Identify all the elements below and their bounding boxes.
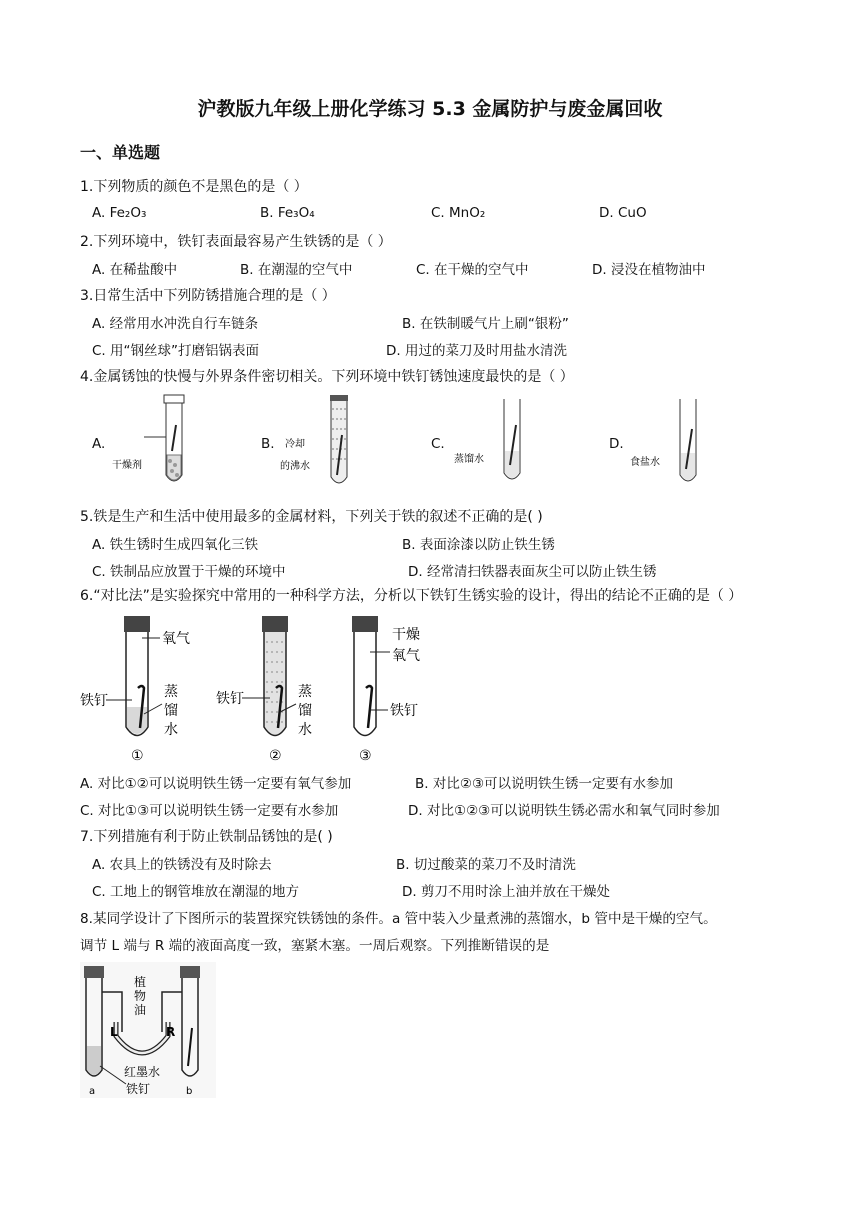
question-stem: 4.金属锈蚀的快慢与外界条件密切相关。下列环境中铁钉锈蚀速度最快的是（ ） bbox=[80, 369, 574, 385]
question-stem: 2.下列环境中，铁钉表面最容易产生铁锈的是（ ） bbox=[80, 234, 392, 250]
option-c: C. 工地上的钢管堆放在潮湿的地方 bbox=[92, 884, 300, 900]
test-tube-b-figure bbox=[280, 395, 360, 490]
water-label: 水 bbox=[164, 722, 178, 738]
option-a: A. 铁生锈时生成四氧化三铁 bbox=[92, 537, 259, 553]
option-d: D. 剪刀不用时涂上油并放在干燥处 bbox=[402, 884, 610, 900]
r-end-label: R bbox=[166, 1025, 176, 1039]
option-c: C. 铁制品应放置于干燥的环境中 bbox=[92, 564, 286, 580]
rust-experiment-figure bbox=[80, 612, 430, 764]
option-b: B. 在铁制暖气片上刷“银粉” bbox=[402, 316, 569, 332]
test-tube-c-figure bbox=[450, 395, 530, 490]
question-stem: 8.某同学设计了下图所示的装置探究铁锈蚀的条件。a 管中装入少量煮沸的蒸馏水，b 管中是干燥的空气。 bbox=[80, 911, 717, 927]
option-b: B. 在潮湿的空气中 bbox=[240, 262, 353, 278]
question-stem: 6.“对比法”是实验探究中常用的一种科学方法，分析以下铁钉生锈实验的设计，得出的结论不正确的是（ ） bbox=[80, 588, 743, 604]
tube-label: 冷却 bbox=[285, 439, 305, 450]
option-b: B. bbox=[261, 436, 275, 452]
oxygen-label: 氧气 bbox=[162, 631, 190, 647]
option-a: A. bbox=[92, 436, 106, 452]
option-b: B. 表面涂漆以防止铁生锈 bbox=[402, 537, 555, 553]
tube-number: ③ bbox=[359, 748, 372, 764]
red-ink-label: 红墨水 bbox=[124, 1065, 161, 1079]
oil-label: 植 bbox=[134, 975, 147, 989]
option-d: D. bbox=[609, 436, 624, 452]
question-stem: 1.下列物质的颜色不是黑色的是（ ） bbox=[80, 179, 308, 195]
oxygen-label: 氧气 bbox=[392, 648, 420, 664]
option-c: C. 在干燥的空气中 bbox=[416, 262, 529, 278]
u-tube-apparatus-figure bbox=[80, 962, 216, 1098]
water-label: 馏 bbox=[164, 703, 178, 719]
section-heading: 一、单选题 bbox=[80, 143, 161, 162]
question-stem: 3.日常生活中下列防锈措施合理的是（ ） bbox=[80, 288, 336, 304]
oil-label: 油 bbox=[134, 1003, 147, 1017]
option-b: B. 切过酸菜的菜刀不及时清洗 bbox=[396, 857, 576, 873]
question-stem-continued: 调节 L 端与 R 端的液面高度一致，塞紧木塞。一周后观察。下列推断错误的是 bbox=[80, 938, 550, 954]
tube-label: 蒸馏水 bbox=[454, 454, 484, 465]
option-c: C. MnO₂ bbox=[431, 205, 486, 221]
option-d: D. 对比①②③可以说明铁生锈必需水和氧气同时参加 bbox=[408, 803, 720, 819]
tube-b-label: b bbox=[186, 1086, 193, 1097]
option-a: A. 对比①②可以说明铁生锈一定要有氧气参加 bbox=[80, 776, 352, 792]
nail-label: 铁钉 bbox=[80, 693, 108, 709]
question-stem: 7.下列措施有利于防止铁制品锈蚀的是( ) bbox=[80, 829, 333, 845]
option-d: D. 经常清扫铁器表面灰尘可以防止铁生锈 bbox=[408, 564, 657, 580]
water-label: 馏 bbox=[298, 703, 312, 719]
option-b: B. Fe₃O₄ bbox=[260, 205, 315, 221]
option-a: A. 农具上的铁锈没有及时除去 bbox=[92, 857, 272, 873]
test-tube-a-figure bbox=[110, 395, 190, 490]
question-stem: 5.铁是生产和生活中使用最多的金属材料，下列关于铁的叙述不正确的是( ) bbox=[80, 509, 543, 525]
option-a: A. Fe₂O₃ bbox=[92, 205, 147, 221]
dry-label: 干燥 bbox=[392, 627, 420, 643]
water-label: 蒸 bbox=[298, 684, 312, 700]
nail-label: 铁钉 bbox=[216, 691, 244, 707]
option-c: C. bbox=[431, 436, 445, 452]
test-tube-d-figure bbox=[628, 395, 708, 490]
option-a: A. 经常用水冲洗自行车链条 bbox=[92, 316, 259, 332]
oil-label: 物 bbox=[134, 989, 147, 1003]
page-title: 沪教版九年级上册化学练习 5.3 金属防护与废金属回收 bbox=[197, 98, 663, 120]
water-label: 蒸 bbox=[164, 684, 178, 700]
tube-a-label: a bbox=[89, 1086, 96, 1097]
nail-label: 铁钉 bbox=[126, 1082, 151, 1096]
option-d: D. CuO bbox=[599, 205, 647, 221]
option-b: B. 对比②③可以说明铁生锈一定要有水参加 bbox=[415, 776, 674, 792]
option-a: A. 在稀盐酸中 bbox=[92, 262, 178, 278]
tube-label: 干燥剂 bbox=[112, 460, 142, 471]
l-end-label: L bbox=[110, 1025, 118, 1039]
option-d: D. 用过的菜刀及时用盐水清洗 bbox=[386, 343, 567, 359]
water-label: 水 bbox=[298, 722, 312, 738]
tube-number: ① bbox=[131, 748, 144, 764]
option-c: C. 对比①③可以说明铁生锈一定要有水参加 bbox=[80, 803, 339, 819]
option-c: C. 用“钢丝球”打磨铝锅表面 bbox=[92, 343, 259, 359]
tube-label: 的沸水 bbox=[280, 461, 310, 472]
tube-number: ② bbox=[269, 748, 282, 764]
option-d: D. 浸没在植物油中 bbox=[592, 262, 706, 278]
nail-label: 铁钉 bbox=[390, 703, 418, 719]
tube-label: 食盐水 bbox=[630, 457, 660, 468]
